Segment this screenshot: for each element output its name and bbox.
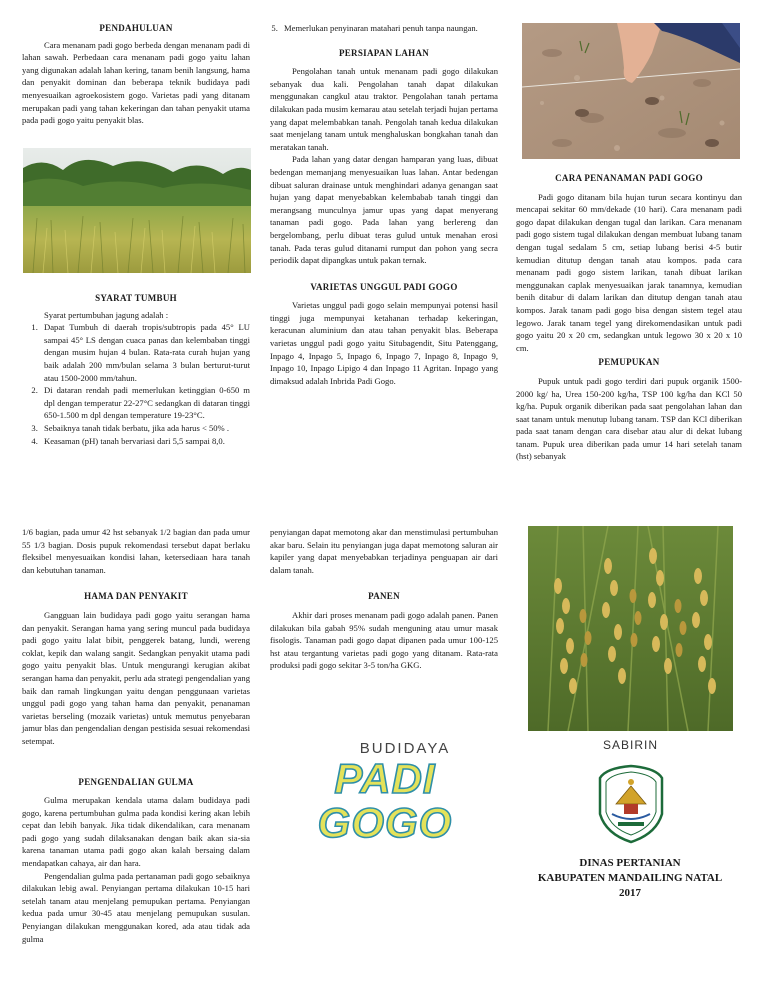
pendahuluan-section xyxy=(22,22,250,127)
persiapan-text-2: Pada lahan yang datar dengan hamparan yang luas, dibuat bedengan memanjang menyesuaikan luas lahan. Antar bedengan dibuat saluran drainase untuk menghindari adanya genangan saat hujan yang dapat menyebabkan kelembabab tanah tinggi dan merangsang munculnya jamur upas yang dapat menyerang tanaman padi gogo. Pada lahan yang berlereng dan bergelombang, perlu dibuat teras gulud untuk menahan erosi tanah. Pada teras gulud ditanami rumput dan pohon yang secra periodik dapat dipangkas untuk pakan ternak. xyxy=(270,154,498,266)
cover-subtitle: BUDIDAYA xyxy=(359,740,451,757)
syarat-list-cont xyxy=(270,22,498,35)
cover-title: PADI GOGO xyxy=(317,755,453,846)
planting-seed-photo xyxy=(522,23,740,159)
syarat-list xyxy=(22,321,250,447)
list-item: 4. Keasaman (pH) tanah bervariasi dari 5,5 sampai 8,0. xyxy=(40,435,250,448)
pemupukan-text-cont: 1/6 bagian, pada umur 42 hst sebanyak 1/2 bagian dan pada umur 55 1/3 bagian. Dosis pupuk rekomendasi tersebut dapat berlaku fleksibel menyesuaikan kondisi lahan, ketersediaan hara tanah dan kebutuhan tanaman. xyxy=(22,527,250,575)
list-item: 1. Dapat Tumbuh di daerah tropis/subtropis pada 45° LU sampai 45° LS dengan cuaca panas dan kelembaban tinggi dengan musim hujan 4 bulan. Rata-rata curah hujan yang baik adalah 200 mm/bulan selama 3 bulan berturut-turut atau 1500-2000 mm/tahun. xyxy=(40,321,250,384)
rice-panicle-photo xyxy=(528,526,733,731)
bottom-left-column xyxy=(22,526,250,945)
right-top-column xyxy=(516,172,742,463)
pemupukan-text: Pupuk untuk padi gogo terdiri dari pupuk organik 1500-2000 kg/ ha, Urea 150-200 kg/ha, TSP 100 kg/ha dan KCl 50 kg/ha. Pupuk organik diberikan pada saat pengolahan lahan dan saat tanam untuk menutup lubang tanam. TSP dan KCl diberikan pada saat tanam dengan cara disebar atau alur di dekat lubang tanam. Pupuk urea diberikan pada umur 14 hari setelah tanam (hst) sebanyak xyxy=(516,375,742,462)
list-item: 5. Memerlukan penyinaran matahari penuh tanpa naungan. xyxy=(280,22,498,35)
list-item: 3. Sebaiknya tanah tidak berbatu, jika ada harus < 50% . xyxy=(40,422,250,435)
cover-title-block xyxy=(280,740,490,845)
gulma-text-2: Pengendalian gulma pada pertanaman padi gogo sebaiknya dilakukan lebig awal. Penyiangan pertama dilakukan 10-15 hari setelah tanam atau menjelang pemupukan pertama. Penyiangan kedua pada umur 30-45 atau menjelang pemupukan susulan. Penyiangan dilakukan menggunakan kored, ada atau tidak ada gulma xyxy=(22,870,250,944)
agency-block xyxy=(510,856,750,901)
rice-field-photo xyxy=(23,148,251,273)
pendahuluan-text: Cara menanam padi gogo berbeda dengan menanam padi di lahan sawah. Perbedaan cara menanam padi gogo yaitu lahan yang digunakan adalah lahan kering, tanam benih langsung, hama dan penyakit dominan dan beberapa teknik budidaya padi menyesuaikan agroekosistem gogo. Varietas padi yang ditanam merupakan padi yang tahan kekeringan dan tahan penyakit utama pada padi gogo yaitu penyakit blas. xyxy=(22,39,250,126)
gulma-text-1: Gulma merupakan kendala utama dalam budidaya padi gogo, karena pertumbuhan gulma pada kondisi kering akan lebih cepat dan lebih banyak. Jika tidak dikendalikan, cara menanam padi gogo yang sudah dilaksanakan dengan baik akan sia-sia karena tanaman utama padi gogo akan kalah bersaing dalam mendapatkan cahaya, air dan hara. xyxy=(22,795,250,869)
list-item: 2. Di dataran rendah padi memerlukan ketinggian 0-650 m dpl dengan temperatur 22-27°C sedangkan di dataran tinggi 650-1.500 m dpl dengan temperature 19-23°C. xyxy=(40,384,250,422)
author-name: SABIRIN xyxy=(602,738,658,752)
cara-heading: CARA PENANAMAN PADI GOGO xyxy=(555,173,703,183)
publication-year: 2017 xyxy=(619,887,641,899)
bottom-middle-column xyxy=(270,526,498,672)
panen-heading: PANEN xyxy=(368,591,400,602)
pendahuluan-heading: PENDAHULUAN xyxy=(99,23,173,33)
cara-text: Padi gogo ditanam bila hujan turun secara kontinyu dan mencapai sekitar 60 mm/dekade (10 hari). Cara menanam padi gogo dapat dilakukan dengan tugal dan larikan. Cara menanam padi gogo sistem tugal dilakukan dengan membuat lubang tanam dengan tugal sedalam 5 cm, setiap lubang berisi 4-5 butir kemudian ditutup dengan tanah atau kompos. pada cara menanam padi gogo sistem larikan, tanah dibuat larikan menggunakan caplak menyesuaikan jarak tanamnya, kemudian benih ditabur di dalam larikan dan ditutup dengan tanah atau kompos. Jarak tanam padi gogo bisa dengan sistem tegel atau legowo. Jarak tanam tegel yang direkomendasikan untuk padi gogo yaitu 20 x 20 cm, sedangkan untuk legowo 30 x 20 x 10 cm. xyxy=(516,191,742,353)
panen-text: Akhir dari proses menanam padi gogo adalah panen. Panen dilakukan bila gabah 95% sudah menguning atau umur masak fisologis. Tanaman padi gogo dapat dipanen pada umur 100-125 hst atau tergantung varietas padi gogo yang ditanam. Rata-rata produksi padi gogo sekitar 3-5 ton/ha GKG. xyxy=(270,609,498,671)
gulma-text-cont: penyiangan dapat memotong akar dan menstimulasi pertumbuhan akar baru. Selain itu penyiangan juga dapat memotong saluran air kapiler yang dapat menyebabkan terjadinya penguapan air dari dalam tanah. xyxy=(270,527,498,575)
syarat-intro: Syarat pertumbuhan jagung adalah : xyxy=(44,309,169,320)
varietas-text: Varietas unggul padi gogo selain mempunyai potensi hasil tinggi juga mempunyai ketahanan terhadap kekeringan, keracunan aluminium dan atau tahan penyakit blas. Beberapa varietas unggul padi gogo yaitu Situbagendit, Situ Patenggang, Inpago 4, Inpago 5, Inpago 6, Inpago 7, Inpago 8, Inpago 9, Inpago 10, Inpago Lipigo 4 dan Inpago 11 Agritan. Inpago yang dimaksud adalah Inbrida Padi Gogo. xyxy=(270,300,498,386)
persiapan-heading: PERSIAPAN LAHAN xyxy=(338,47,430,58)
varietas-heading: VARIETAS UNGGUL PADI GOGO xyxy=(310,281,458,292)
hama-text: Gangguan lain budidaya padi gogo yaitu serangan hama dan penyakit. Serangan hama yang sering muncul pada budidaya padi gogo yaitu lalat bibit, penggerek batang, lundi, wereng coklat, kepik dan walang sangit. Sedangkan penyakit utama padi gogo yaitu penyakit blas. Untuk mengurangi kerugian akibat serangan hama dan penyakit, perlu ada strategi pengendalian yang baik dan ramah lingkungan yaitu dengan penggunaan varietas unggul padi gogo yang tahan hama dan penyakit, penanaman varietas berseling (mozaik varietas) untuk memutus penyebaran jamur blas dan pengendalian dengan pestisida sesuai rekomendasi setempat. xyxy=(22,609,250,746)
middle-top-column xyxy=(270,22,498,387)
syarat-heading: SYARAT TUMBUH xyxy=(95,293,177,303)
syarat-section xyxy=(22,292,250,447)
agency-region: KABUPATEN MANDAILING NATAL xyxy=(537,872,723,884)
regency-logo xyxy=(596,764,666,844)
hama-heading: HAMA DAN PENYAKIT xyxy=(84,591,188,602)
persiapan-text-1: Pengolahan tanah untuk menanam padi gogo dilakukan sebanyak dua kali. Pengolahan tanah dapat dilakukan menggunakan cangkul atau traktor. Pengolahan tanah pertama dilakukan pada musim kemarau atau setelah terjadi hujan pertama yang dapat melembabkan tanah. Pengolah tanah kedua dilakukan saat menjelang tanam untuk menghaluskan bongkahan tanah dan meratakan tanah. xyxy=(270,66,498,152)
pemupukan-heading: PEMUPUKAN xyxy=(598,357,660,368)
gulma-heading: PENGENDALIAN GULMA xyxy=(78,776,194,787)
agency-name: DINAS PERTANIAN xyxy=(579,857,681,869)
